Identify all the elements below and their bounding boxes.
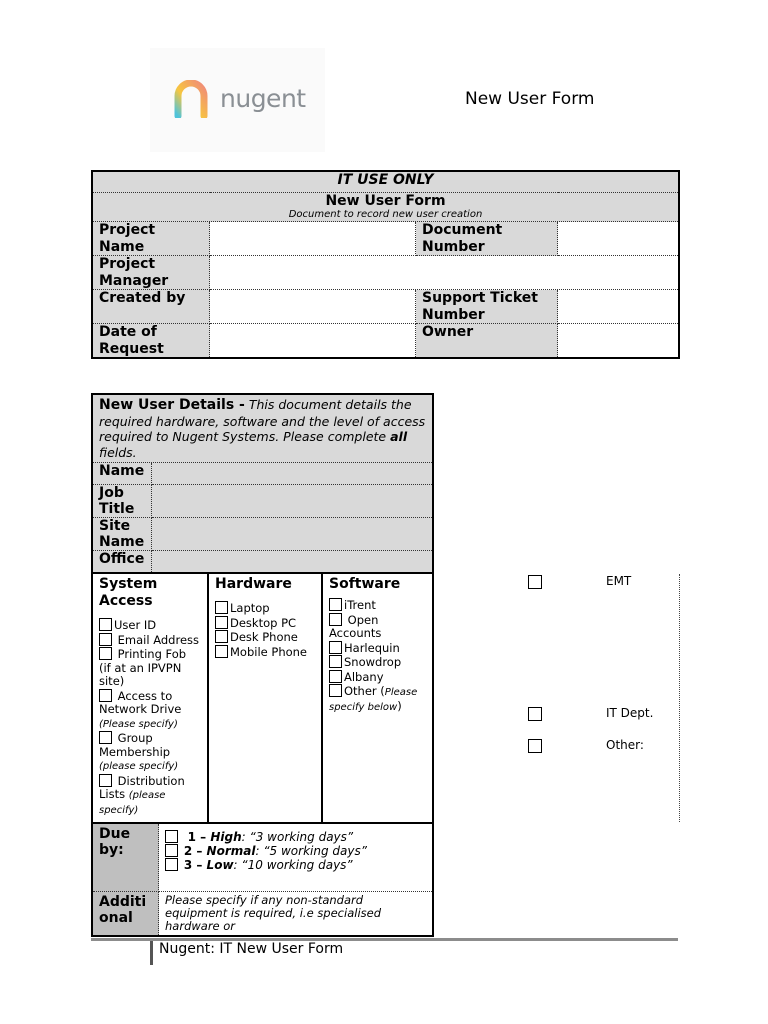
footer-tick <box>150 941 153 965</box>
distribution-lists-label: Distribution Lists <box>99 773 185 801</box>
snowdrop-checkbox[interactable] <box>329 655 342 668</box>
email-label: Email Address <box>114 632 200 647</box>
priority-high-num: 1 – <box>187 830 211 844</box>
system-access-column <box>93 574 207 822</box>
additional-label: Additional <box>92 891 159 936</box>
mobile-phone-label: Mobile Phone <box>230 644 308 659</box>
albany-checkbox[interactable] <box>329 670 342 683</box>
priority-high-desc: : “3 working days” <box>241 830 354 844</box>
nugent-logo-icon <box>172 80 210 118</box>
column-divider <box>679 574 680 822</box>
emt-checkbox[interactable] <box>528 575 542 589</box>
project-manager-field[interactable] <box>210 256 680 290</box>
user-id-label: User ID <box>114 618 157 632</box>
hardware-heading: Hardware <box>215 576 292 592</box>
owner-field[interactable] <box>558 324 680 359</box>
software-other-note: Please specify below <box>329 687 418 713</box>
date-of-request-label: Date of Request <box>92 324 210 359</box>
date-of-request-field[interactable] <box>210 324 416 359</box>
albany-label: Albany <box>344 669 384 684</box>
due-by-table <box>91 822 434 937</box>
logo-text: nugent <box>220 84 306 113</box>
priority-normal-desc: : “5 working days” <box>255 844 367 858</box>
document-number-label: Document Number <box>416 222 558 256</box>
project-name-label: Project Name <box>92 222 210 256</box>
software-heading: Software <box>329 576 401 592</box>
support-ticket-field[interactable] <box>558 290 680 324</box>
logo <box>150 48 325 152</box>
harlequin-checkbox[interactable] <box>329 641 342 654</box>
email-checkbox[interactable] <box>99 633 112 646</box>
network-drive-checkbox[interactable] <box>99 689 112 702</box>
name-label: Name <box>92 463 152 485</box>
form-subtitle: Document to record new user creation <box>288 209 483 220</box>
software-other-checkbox[interactable] <box>329 684 342 697</box>
priority-high-level: High <box>210 830 242 844</box>
itrent-label: iTrent <box>344 598 376 612</box>
it-use-only-banner: IT USE ONLY <box>92 171 679 193</box>
distribution-lists-note: (please specify) <box>99 790 166 816</box>
priority-normal-level: Normal <box>206 844 256 858</box>
details-intro-text-1: This document details the required hardware, software and the level of access required to Nugent Systems. Please complete <box>99 397 426 444</box>
laptop-checkbox[interactable] <box>215 601 228 614</box>
priority-options <box>159 823 434 891</box>
details-intro-bold: all <box>390 429 408 444</box>
details-intro <box>92 394 433 463</box>
group-membership-note: (please specify) <box>99 761 179 772</box>
system-access-heading: System Access <box>99 576 158 609</box>
due-by-label: Due by: <box>92 823 159 891</box>
job-title-field[interactable] <box>152 485 434 518</box>
priority-low-desc: : “10 working days” <box>233 858 353 872</box>
new-user-details-table <box>91 393 434 574</box>
owner-label: Owner <box>416 324 558 359</box>
created-by-label: Created by <box>92 290 210 324</box>
printing-fob-label: Printing Fob (if at an IPVPN site) <box>99 647 187 688</box>
project-manager-label: Project Manager <box>92 256 210 290</box>
software-other-label: Other ( <box>344 684 385 698</box>
user-id-checkbox[interactable] <box>99 618 112 631</box>
job-title-label: Job Title <box>92 485 152 518</box>
software-column <box>321 574 432 822</box>
footer-text: Nugent: IT New User Form <box>159 941 344 957</box>
project-name-field[interactable] <box>210 222 416 256</box>
site-name-label: Site Name <box>92 518 152 551</box>
site-name-field[interactable] <box>152 518 434 551</box>
harlequin-label: Harlequin <box>344 640 400 655</box>
network-drive-label: Access to Network Drive <box>99 688 182 716</box>
additional-text[interactable]: Please specify if any non-standard equipment is required, i.e specialised hardware or <box>159 891 434 936</box>
priority-low-num: 3 – <box>183 858 207 872</box>
group-membership-checkbox[interactable] <box>99 731 112 744</box>
form-title: New User Form <box>325 193 446 209</box>
desk-phone-label: Desk Phone <box>230 630 298 644</box>
snowdrop-label: Snowdrop <box>344 655 402 669</box>
open-accounts-label: Open Accounts <box>329 612 382 640</box>
printing-fob-checkbox[interactable] <box>99 647 112 660</box>
other-checkbox[interactable] <box>528 739 542 753</box>
priority-low-level: Low <box>206 858 234 872</box>
other-label: Other: <box>606 738 644 752</box>
details-intro-text-2: fields. <box>99 444 137 460</box>
support-ticket-label: Support Ticket Number <box>416 290 558 324</box>
group-membership-label: Group Membership <box>99 731 171 759</box>
laptop-label: Laptop <box>230 601 270 615</box>
desktop-pc-checkbox[interactable] <box>215 616 228 629</box>
itrent-checkbox[interactable] <box>329 598 342 611</box>
form-title-cell <box>92 193 679 222</box>
header-title: New User Form <box>465 89 595 109</box>
created-by-field[interactable] <box>210 290 416 324</box>
it-use-only-table <box>91 170 680 359</box>
priority-low-checkbox[interactable] <box>165 858 178 871</box>
it-dept-label: IT Dept. <box>606 706 654 720</box>
mobile-phone-checkbox[interactable] <box>215 645 228 658</box>
document-number-field[interactable] <box>558 222 680 256</box>
priority-normal-num: 2 – <box>183 844 207 858</box>
software-other-close: ) <box>397 698 402 713</box>
office-label: Office <box>92 551 152 573</box>
desk-phone-checkbox[interactable] <box>215 630 228 643</box>
open-accounts-checkbox[interactable] <box>329 613 342 626</box>
desktop-pc-label: Desktop PC <box>230 615 297 630</box>
office-field[interactable] <box>152 551 434 573</box>
access-hardware-software-section <box>91 572 434 824</box>
emt-label: EMT <box>606 574 632 588</box>
priority-normal-checkbox[interactable] <box>165 844 178 857</box>
priority-high-checkbox[interactable] <box>165 830 178 843</box>
distribution-lists-checkbox[interactable] <box>99 774 112 787</box>
name-field[interactable] <box>152 463 434 485</box>
details-lead: New User Details - <box>99 397 245 413</box>
it-dept-checkbox[interactable] <box>528 707 542 721</box>
network-drive-note: (Please specify) <box>99 718 178 730</box>
hardware-column <box>207 574 321 822</box>
